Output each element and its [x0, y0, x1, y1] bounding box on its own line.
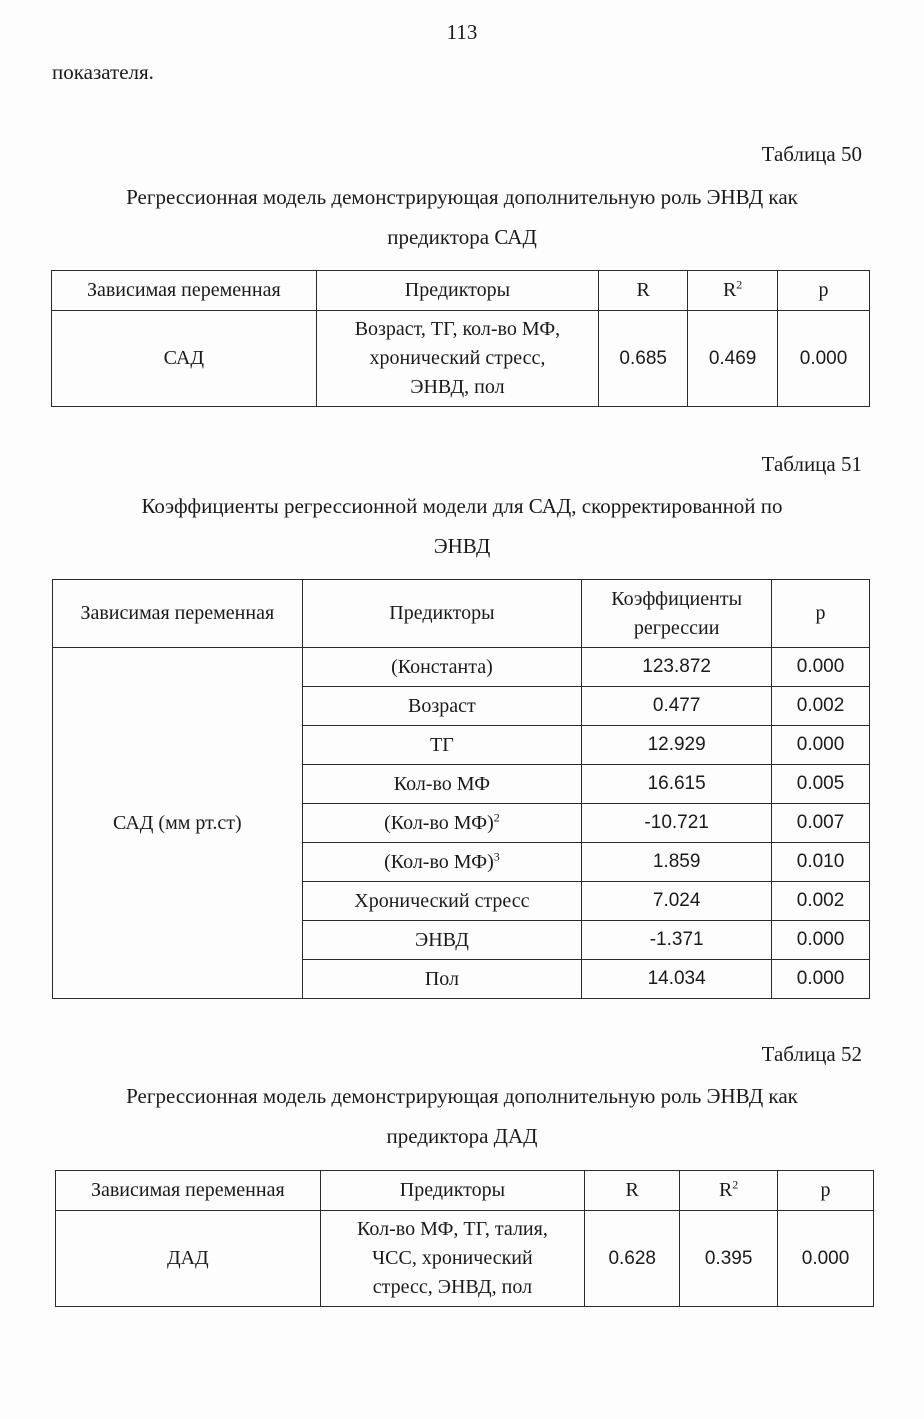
header-r: R [585, 1171, 680, 1211]
p-value: 0.000 [772, 648, 870, 687]
header-r-squared [680, 1171, 778, 1211]
coefficient-value: 0.477 [582, 687, 772, 726]
header-dependent: Зависимая переменная [56, 1171, 321, 1211]
p-value: 0.010 [772, 843, 870, 882]
coefficient-value: 123.872 [582, 648, 772, 687]
predictor-text: (Кол-во МФ) [384, 811, 494, 834]
header-r-squared [688, 271, 778, 311]
table-50 [51, 270, 870, 407]
table-52-caption-line-1: Регрессионная модель демонстрирующая дополнительную роль ЭНВД как [126, 1084, 798, 1108]
coefficient-value: -10.721 [582, 804, 772, 843]
dependent-cell: САД (мм рт.ст) [53, 648, 303, 999]
header-p: p [778, 271, 870, 311]
table-50-caption-line-2: предиктора САД [387, 225, 537, 249]
coefficient-value: 16.615 [582, 765, 772, 804]
p-value: 0.005 [772, 765, 870, 804]
predictors-line: стресс, ЭНВД, пол [372, 1276, 533, 1298]
table-51-header-row [53, 580, 870, 648]
table-52-label: Таблица 52 [761, 1042, 862, 1066]
predictors-line: Возраст, ТГ, кол-во МФ, [354, 318, 561, 340]
table-51-caption-line-1: Коэффициенты регрессионной модели для САД, скорректированной по [141, 494, 783, 518]
r-value: 0.685 [599, 311, 688, 407]
r2-base: R [722, 279, 737, 301]
dependent-cell: ДАД [56, 1211, 321, 1307]
r2-exponent: 2 [736, 277, 743, 292]
header-predictors: Предикторы [302, 580, 582, 648]
p-value: 0.002 [772, 687, 870, 726]
predictor-exponent: 2 [493, 809, 500, 824]
r2-base: R [718, 1179, 733, 1201]
predictor-cell [302, 843, 582, 882]
page-number: 113 [446, 20, 478, 44]
predictor-text: (Кол-во МФ) [384, 850, 494, 873]
table-50-caption [40, 177, 884, 257]
header-dependent: Зависимая переменная [52, 271, 317, 311]
table-row [52, 311, 870, 407]
header-predictors: Предикторы [320, 1171, 585, 1211]
predictor-cell: ТГ [302, 726, 582, 765]
predictor-cell: Кол-во МФ [302, 765, 582, 804]
predictor-exponent: 3 [493, 848, 500, 863]
header-r: R [599, 271, 688, 311]
predictors-line: хронический стресс, [369, 347, 546, 369]
coefficient-value: 14.034 [582, 960, 772, 999]
table-52 [55, 1170, 874, 1307]
predictors-line: ЧСС, хронический [372, 1247, 533, 1269]
table-51-caption-line-2: ЭНВД [433, 534, 491, 558]
p-value: 0.000 [778, 1211, 874, 1307]
table-row [53, 648, 870, 687]
predictors-line: Кол-во МФ, ТГ, талия, [357, 1218, 548, 1240]
header-dependent: Зависимая переменная [53, 580, 303, 648]
table-52-header-row [56, 1171, 874, 1211]
p-value: 0.002 [772, 882, 870, 921]
predictors-cell [316, 311, 599, 407]
header-p: p [772, 580, 870, 648]
p-value: 0.000 [772, 960, 870, 999]
coefficient-value: 12.929 [582, 726, 772, 765]
p-value: 0.000 [772, 726, 870, 765]
table-51 [52, 579, 870, 999]
table-50-caption-line-1: Регрессионная модель демонстрирующая дополнительную роль ЭНВД как [126, 185, 798, 209]
header-p: p [778, 1171, 874, 1211]
predictor-cell: ЭНВД [302, 921, 582, 960]
predictor-cell: Возраст [302, 687, 582, 726]
table-50-header-row [52, 271, 870, 311]
dependent-cell: САД [52, 311, 317, 407]
r-squared-value: 0.469 [688, 311, 778, 407]
r-squared-value: 0.395 [680, 1211, 778, 1307]
header-coefficients-line: Коэффициенты [611, 587, 743, 610]
predictors-cell [320, 1211, 585, 1307]
r2-exponent: 2 [732, 1177, 739, 1192]
coefficient-value: -1.371 [582, 921, 772, 960]
p-value: 0.000 [778, 311, 870, 407]
predictors-line: ЭНВД, пол [410, 376, 505, 398]
lead-text: показателя. [52, 60, 154, 84]
p-value: 0.007 [772, 804, 870, 843]
table-52-caption [40, 1076, 884, 1156]
coefficient-value: 7.024 [582, 882, 772, 921]
predictor-cell: Пол [302, 960, 582, 999]
header-predictors: Предикторы [316, 271, 599, 311]
p-value: 0.000 [772, 921, 870, 960]
predictor-cell [302, 804, 582, 843]
table-51-caption [40, 486, 884, 566]
header-coefficients [582, 580, 772, 648]
r-value: 0.628 [585, 1211, 680, 1307]
table-51-label: Таблица 51 [761, 452, 862, 476]
table-52-caption-line-2: предиктора ДАД [386, 1124, 538, 1148]
table-row [56, 1211, 874, 1307]
predictor-cell: (Константа) [302, 648, 582, 687]
table-50-label: Таблица 50 [761, 142, 862, 166]
predictor-cell: Хронический стресс [302, 882, 582, 921]
coefficient-value: 1.859 [582, 843, 772, 882]
header-coefficients-line: регрессии [633, 616, 720, 639]
